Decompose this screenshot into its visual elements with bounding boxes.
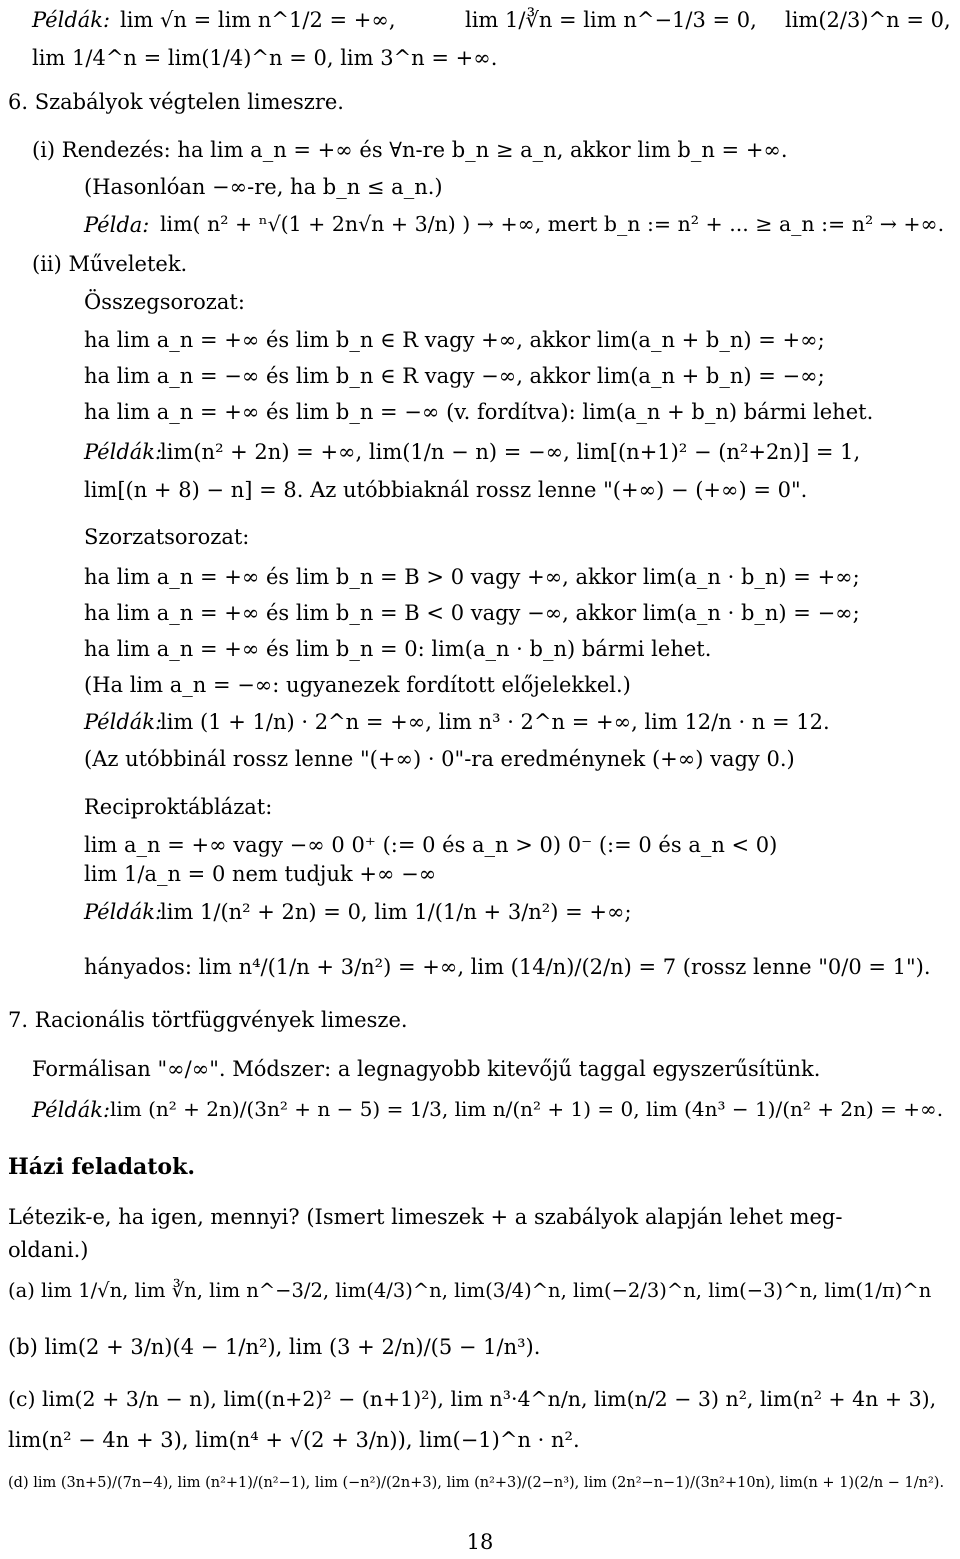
page-number: 18 bbox=[466, 1530, 494, 1554]
formula-line: lim[(n + 8) − n] = 8. Az utóbbiaknál rossz lenne "(+∞) − (+∞) = 0". bbox=[84, 478, 808, 502]
text-line: Formálisan "∞/∞". Módszer: a legnagyobb kitevőjű taggal egyszerűsítünk. bbox=[32, 1057, 821, 1081]
subsection-heading: Összegsorozat: bbox=[84, 290, 245, 314]
text-line: oldani.) bbox=[8, 1238, 89, 1262]
examples-label: Példák: bbox=[84, 440, 163, 464]
formula-line: hányados: lim n⁴/(1/n + 3/n²) = +∞, lim (14/n)/(2/n) = 7 (rossz lenne "0/0 = 1"). bbox=[84, 955, 931, 979]
rule-line: ha lim a_n = +∞ és lim b_n = B < 0 vagy −∞, akkor lim(a_n · b_n) = −∞; bbox=[84, 601, 860, 625]
formula-line: lim 1/(n² + 2n) = 0, lim 1/(1/n + 3/n²) = +∞; bbox=[160, 900, 632, 924]
rule-line: ha lim a_n = +∞ és lim b_n ∈ R vagy +∞, akkor lim(a_n + b_n) = +∞; bbox=[84, 328, 825, 352]
rule-line: (Ha lim a_n = −∞: ugyanezek fordított előjelekkel.) bbox=[84, 673, 631, 697]
exercise-c-cont: lim(n² − 4n + 3), lim(n⁴ + √(2 + 3/n)), lim(−1)^n · n². bbox=[8, 1428, 580, 1452]
example-line: lim √n = lim n^1/2 = +∞, bbox=[120, 8, 396, 32]
examples-label: Példák: bbox=[84, 710, 163, 734]
section-heading: 6. Szabályok végtelen limeszre. bbox=[8, 90, 344, 114]
formula-line: lim(n² + 2n) = +∞, lim(1/n − n) = −∞, lim[(n+1)² − (n²+2n)] = 1, bbox=[160, 440, 861, 464]
rule-line: ha lim a_n = +∞ és lim b_n = −∞ (v. fordítva): lim(a_n + b_n) bármi lehet. bbox=[84, 400, 874, 424]
text-line: (i) Rendezés: ha lim a_n = +∞ és ∀n-re b_n ≥ a_n, akkor lim b_n = +∞. bbox=[32, 138, 788, 162]
text-line: (Hasonlóan −∞-re, ha b_n ≤ a_n.) bbox=[84, 175, 443, 199]
table-row: lim 1/a_n = 0 nem tudjuk +∞ −∞ bbox=[84, 862, 437, 886]
formula-line: lim (1 + 1/n) · 2^n = +∞, lim n³ · 2^n = +∞, lim 12/n · n = 12. bbox=[160, 710, 830, 734]
subsection-heading: Reciproktáblázat: bbox=[84, 795, 273, 819]
exercise-b: (b) lim(2 + 3/n)(4 − 1/n²), lim (3 + 2/n)/(5 − 1/n³). bbox=[8, 1335, 541, 1359]
text-line: Létezik-e, ha igen, mennyi? (Ismert limeszek + a szabályok alapján lehet meg- bbox=[8, 1205, 843, 1229]
exercise-a: (a) lim 1/√n, lim ∛n, lim n^−3/2, lim(4/3)^n, lim(3/4)^n, lim(−2/3)^n, lim(−3)^n, lim(1/π)^n bbox=[8, 1279, 932, 1302]
examples-label: Példák: bbox=[32, 1098, 111, 1122]
exercise-d: (d) lim (3n+5)/(7n−4), lim (n²+1)/(n²−1), lim (−n²)/(2n+3), lim (n²+3)/(2−n³), lim (2n²−n−1)/(3n²+10n), lim(n + 1)(2/n − 1/n²). bbox=[8, 1475, 945, 1491]
example-label: Példa: bbox=[84, 213, 150, 237]
text-line: (Az utóbbinál rossz lenne "(+∞) · 0"-ra eredménynek (+∞) vagy 0.) bbox=[84, 747, 795, 771]
formula-line: lim (n² + 2n)/(3n² + n − 5) = 1/3, lim n/(n² + 1) = 0, lim (4n³ − 1)/(n² + 2n) = +∞. bbox=[110, 1097, 944, 1121]
formula-line: lim( n² + ⁿ√(1 + 2n√n + 3/n) ) → +∞, mert b_n := n² + ... ≥ a_n := n² → +∞. bbox=[160, 212, 945, 236]
homework-heading: Házi feladatok. bbox=[8, 1154, 195, 1180]
example-line: lim 1/4^n = lim(1/4)^n = 0, lim 3^n = +∞. bbox=[32, 46, 498, 70]
table-row: lim a_n = +∞ vagy −∞ 0 0⁺ (:= 0 és a_n > 0) 0⁻ (:= 0 és a_n < 0) bbox=[84, 833, 778, 857]
section-heading: 7. Racionális törtfüggvények limesze. bbox=[8, 1008, 408, 1032]
rule-line: ha lim a_n = +∞ és lim b_n = B > 0 vagy +∞, akkor lim(a_n · b_n) = +∞; bbox=[84, 565, 860, 589]
subsection-heading: Szorzatsorozat: bbox=[84, 525, 250, 549]
examples-label: Példák: bbox=[32, 8, 111, 32]
example-line: lim(2/3)^n = 0, bbox=[785, 8, 951, 32]
examples-label: Példák: bbox=[84, 900, 163, 924]
example-line: lim 1/∛n = lim n^−1/3 = 0, bbox=[465, 8, 757, 32]
exercise-c: (c) lim(2 + 3/n − n), lim((n+2)² − (n+1)²), lim n³·4^n/n, lim(n/2 − 3) n², lim(n² + 4n + 3), bbox=[8, 1387, 937, 1411]
rule-line: ha lim a_n = −∞ és lim b_n ∈ R vagy −∞, akkor lim(a_n + b_n) = −∞; bbox=[84, 364, 825, 388]
text-line: (ii) Műveletek. bbox=[32, 252, 188, 276]
rule-line: ha lim a_n = +∞ és lim b_n = 0: lim(a_n · b_n) bármi lehet. bbox=[84, 637, 712, 661]
